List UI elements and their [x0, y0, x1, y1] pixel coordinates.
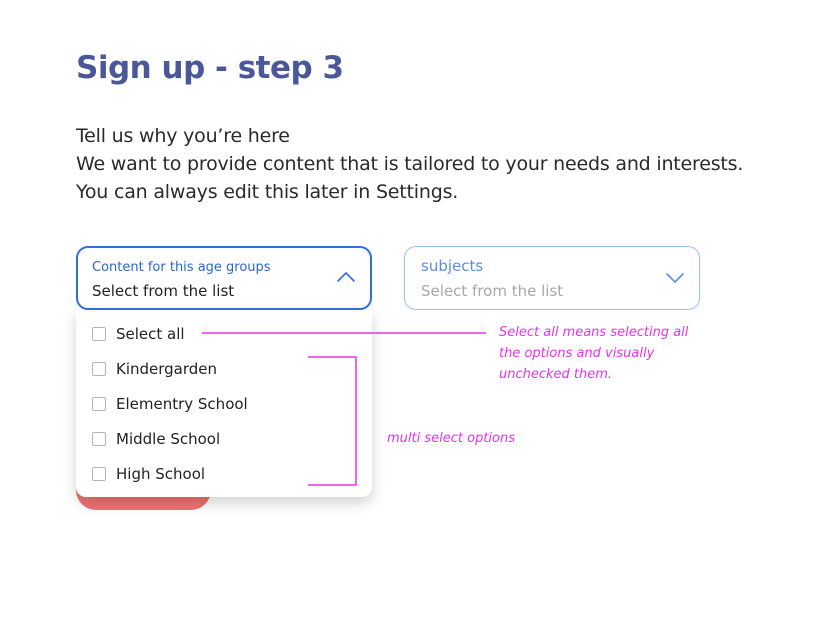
option-label: Select all — [116, 325, 185, 343]
intro-description: We want to provide content that is tailored to your needs and interests. — [76, 153, 744, 175]
option-label: Elementry School — [116, 395, 248, 413]
subjects-placeholder: Select from the list — [421, 282, 564, 300]
annotation-line: unchecked them. — [499, 367, 613, 382]
checkbox[interactable] — [92, 397, 106, 411]
option-middle-school[interactable] — [76, 424, 372, 454]
option-kindergarden[interactable] — [76, 354, 372, 384]
multi-select-annotation: multi select options — [387, 431, 515, 446]
intro-heading: Tell us why you’re here — [76, 125, 290, 147]
option-elementry-school[interactable] — [76, 389, 372, 419]
age-group-dropdown[interactable] — [76, 246, 372, 310]
intro-note: You can always edit this later in Settings. — [76, 181, 459, 203]
option-high-school[interactable] — [76, 459, 372, 489]
checkbox[interactable] — [92, 327, 106, 341]
option-select-all[interactable] — [76, 319, 372, 349]
annotation-line: Select all means selecting all — [499, 325, 689, 340]
option-label: Middle School — [116, 430, 221, 448]
checkbox[interactable] — [92, 432, 106, 446]
select-all-annotation — [499, 322, 729, 385]
page-title: Sign up - step 3 — [76, 50, 344, 86]
chevron-up-icon[interactable] — [336, 270, 356, 284]
chevron-down-icon[interactable] — [665, 271, 685, 285]
annotation-line: the options and visually — [499, 346, 655, 361]
option-label: High School — [116, 465, 206, 483]
checkbox[interactable] — [92, 362, 106, 376]
age-group-options-menu — [76, 310, 372, 497]
age-group-value: Select from the list — [92, 282, 235, 300]
age-group-label: Content for this age groups — [92, 260, 271, 275]
checkbox[interactable] — [92, 467, 106, 481]
subjects-label: subjects — [421, 257, 484, 275]
option-label: Kindergarden — [116, 360, 218, 378]
subjects-dropdown[interactable] — [404, 246, 700, 310]
